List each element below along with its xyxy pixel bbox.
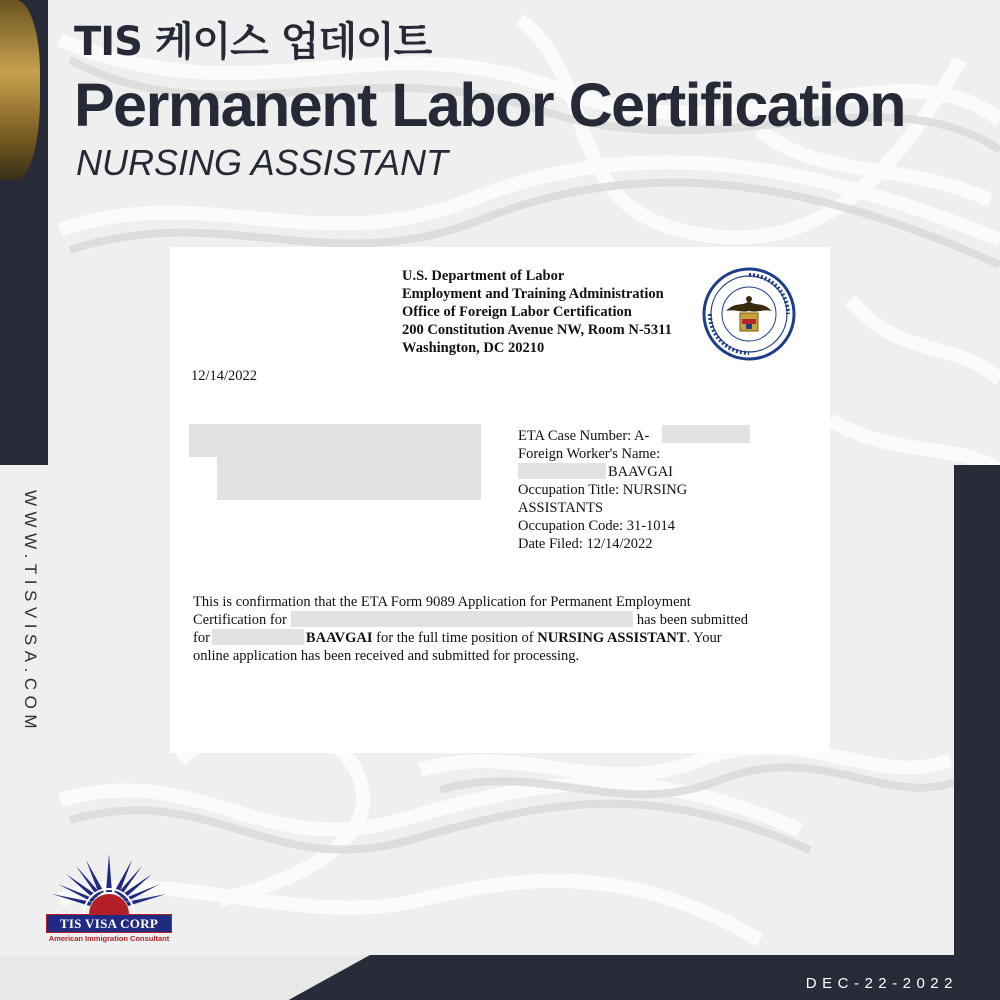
occupation-title-cont: ASSISTANTS <box>518 500 604 516</box>
redacted-employer <box>291 611 633 627</box>
letterhead-line: Employment and Training Administration <box>402 286 664 302</box>
redacted-address <box>217 456 481 500</box>
occupation-title: Occupation Title: NURSING <box>518 482 688 498</box>
redacted-address <box>189 424 481 457</box>
body-text: Certification for <box>193 612 287 628</box>
body-line: online application has been received and submitted for processing. <box>193 648 580 664</box>
letterhead <box>402 267 672 357</box>
occupation-code: Occupation Code: 31-1014 <box>518 518 676 534</box>
redacted-given-name <box>212 629 304 645</box>
redacted-given-name <box>518 463 606 479</box>
letterhead-line: Washington, DC 20210 <box>402 340 545 356</box>
worker-name-label: Foreign Worker's Name: <box>518 446 661 462</box>
body-text: for the full time position of <box>376 630 534 646</box>
logo-name: TIS VISA CORP <box>59 916 159 931</box>
body-text: for <box>193 630 210 646</box>
redacted-case-number <box>662 425 750 443</box>
korean-title: TIS 케이스 업데이트 <box>74 19 432 65</box>
right-dark-bar <box>954 465 1000 1000</box>
body-text: . Your <box>686 630 722 646</box>
letterhead-line: Office of Foreign Labor Certification <box>402 304 632 320</box>
page-title: Permanent Labor Certification <box>74 71 905 139</box>
worker-surname: BAAVGAI <box>305 630 373 646</box>
page-subtitle: NURSING ASSISTANT <box>76 142 449 183</box>
confirmation-paragraph <box>193 593 773 665</box>
worker-name <box>518 463 687 481</box>
sunburst-icon <box>46 852 172 916</box>
post-date: DEC-22-2022 <box>805 975 958 992</box>
date-filed: Date Filed: 12/14/2022 <box>518 536 653 552</box>
body-line <box>193 629 773 647</box>
letter-document <box>170 247 830 753</box>
website-url: WWW.TISVISA.COM <box>21 490 40 734</box>
body-line: This is confirmation that the ETA Form 9089 Application for Permanent Employment <box>193 594 691 610</box>
logo-tagline: American Immigration Consultant <box>48 934 170 943</box>
body-line <box>193 611 773 629</box>
worker-surname: BAAVGAI <box>608 464 673 480</box>
dol-seal-icon <box>702 267 796 361</box>
body-text: has been submitted <box>636 612 748 628</box>
case-number: ETA Case Number: A- <box>518 428 650 444</box>
case-info <box>518 427 687 553</box>
letterhead-line: U.S. Department of Labor <box>402 268 565 284</box>
letter-date: 12/14/2022 <box>191 368 258 384</box>
position-title: NURSING ASSISTANT <box>537 630 687 646</box>
letterhead-line: 200 Constitution Avenue NW, Room N-5311 <box>402 322 672 338</box>
tis-visa-corp-logo <box>46 852 176 947</box>
